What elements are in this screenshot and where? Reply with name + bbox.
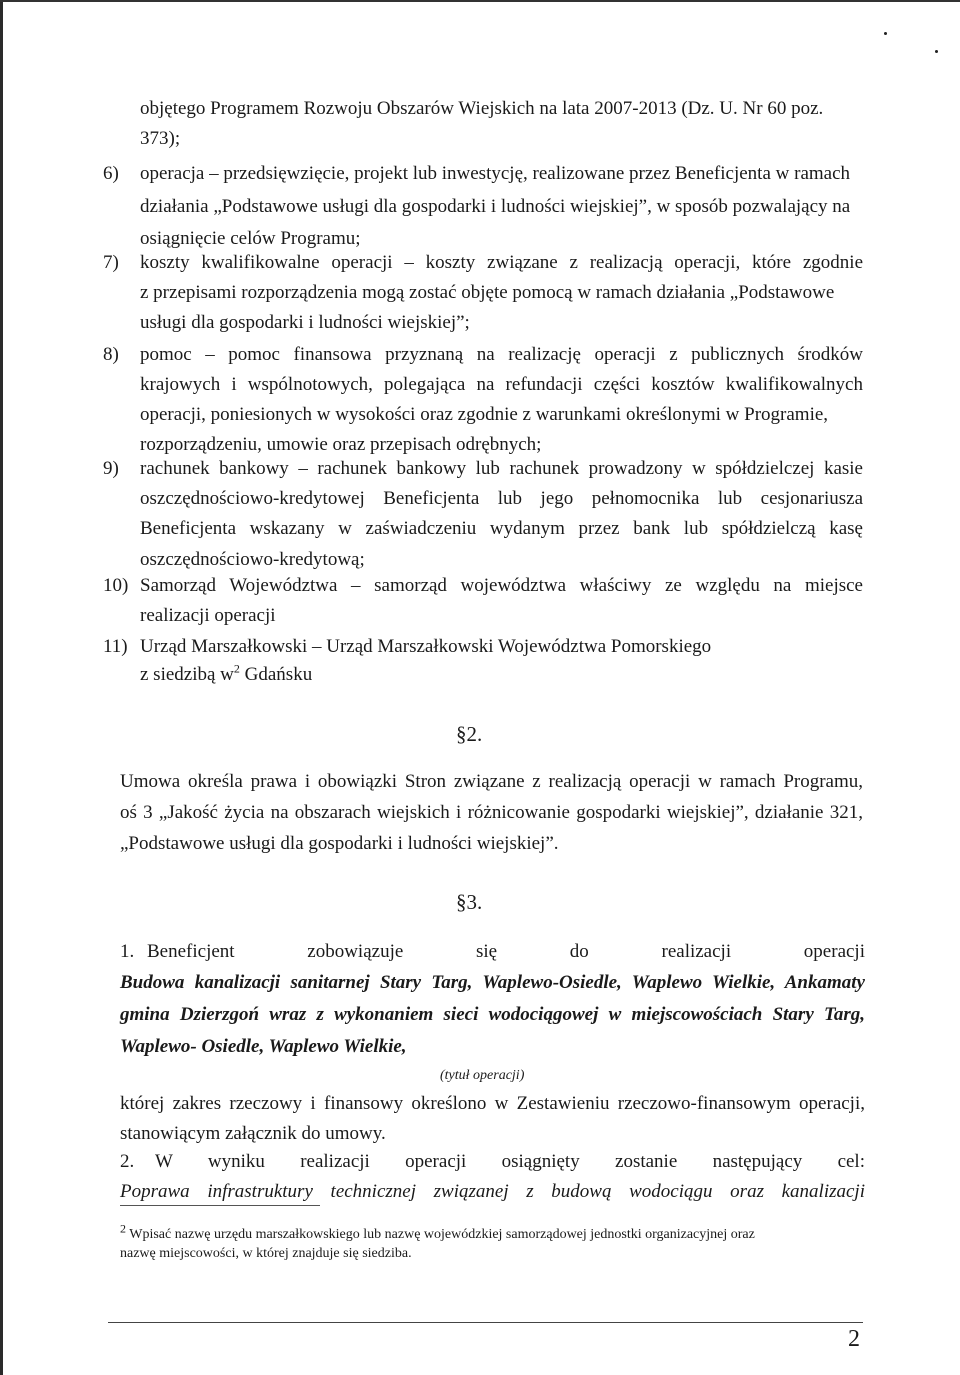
definition-line: pomoc – pomoc finansowa przyznaną na realizację operacji z publicznych środków (140, 344, 863, 365)
item-2-first-line: W wyniku realizacji operacji osiągnięty zostanie następujący cel: (155, 1151, 865, 1172)
definition-line (140, 663, 312, 687)
definition-line: usługi dla gospodarki i ludności wiejskiej”; (140, 312, 470, 333)
definition-line: działania „Podstawowe usługi dla gospodarki i ludności wiejskiej”, w sposób pozwalający na (140, 196, 851, 217)
definition-number: 11) (103, 636, 128, 657)
item-number: 1. (120, 941, 135, 962)
scan-speck (884, 32, 887, 35)
definition-line: rozporządzeniu, umowie oraz przepisach odrębnych; (140, 434, 542, 455)
operation-title-caption: (tytuł operacji) (440, 1068, 525, 1083)
footnote-marker: 2 (120, 1221, 126, 1236)
section-2-line: Umowa określa prawa i obowiązki Stron związane z realizacją operacji w ramach Programu, (120, 771, 863, 792)
definition-line: Urząd Marszałkowski – Urząd Marszałkowski Województwa Pomorskiego (140, 636, 712, 657)
item-1-first-line: Beneficjent zobowiązuje się do realizacji operacji (147, 941, 865, 962)
operation-goal-line: Poprawa infrastruktury technicznej związanej z budową wodociągu oraz kanalizacji (120, 1181, 865, 1202)
scan-edge-left (0, 0, 3, 1375)
definition-text: z siedzibą w (140, 664, 234, 685)
definition-line: oszczędnościowo-kredytowej Beneficjenta lub jego pełnomocnika lub cesjonariusza (140, 488, 863, 509)
definition-text: Gdańsku (239, 664, 313, 685)
footnote-line (120, 1221, 755, 1244)
definition-number: 8) (103, 344, 119, 365)
page-number: 2 (848, 1326, 860, 1352)
definition-line: Beneficjenta wskazany w zaświadczeniu wydanym przez bank lub spółdzielczą kasę (140, 518, 863, 539)
operation-title-line: Waplewo- Osiedle, Waplewo Wielkie, (120, 1036, 407, 1057)
definition-line: operacja – przedsięwzięcie, projekt lub inwestycję, realizowane przez Beneficjenta w ramach (140, 163, 851, 184)
definition-line: z przepisami rozporządzenia mogą zostać objęte pomocą w ramach działania „Podstawowe (140, 282, 835, 303)
definition-number: 7) (103, 252, 119, 273)
item-number: 2. (120, 1151, 135, 1172)
definition-number: 9) (103, 458, 119, 479)
scan-edge-top (0, 0, 960, 2)
footnote-separator (120, 1205, 320, 1206)
definition-line: krajowych i wspólnotowych, polegająca na refundacji części kosztów kwalifikowalnych (140, 374, 863, 395)
definition-line: koszty kwalifikowalne operacji – koszty związane z realizacją operacji, które zgodnie (140, 252, 863, 273)
item-1-line: której zakres rzeczowy i finansowy określono w Zestawieniu rzeczowo-finansowym operacji, (120, 1093, 865, 1114)
scan-speck (935, 50, 938, 53)
footnote-text: Wpisać nazwę urzędu marszałkowskiego lub nazwę wojewódzkiej samorządowej jednostki organizacyjnej oraz (126, 1227, 755, 1242)
section-2-heading: §2. (456, 722, 483, 746)
definition-line: osiągnięcie celów Programu; (140, 228, 361, 249)
intro-line: objętego Programem Rozwoju Obszarów Wiejskich na lata 2007-2013 (Dz. U. Nr 60 poz. (140, 98, 824, 119)
section-3-heading: §3. (456, 890, 483, 914)
definition-line: operacji, poniesionych w wysokości oraz zgodnie z warunkami określonymi w Programie, (140, 404, 829, 425)
operation-title-line: Budowa kanalizacji sanitarnej Stary Targ, Waplewo-Osiedle, Waplewo Wielkie, Ankamaty (120, 972, 865, 993)
definition-number: 6) (103, 163, 119, 184)
definition-line: Samorząd Województwa – samorząd województwa właściwy ze względu na miejsce (140, 575, 863, 596)
intro-line: 373); (140, 128, 181, 149)
footnote-reference: 2 (233, 661, 240, 676)
section-2-line: oś 3 „Jakość życia na obszarach wiejskich i różnicowanie gospodarki wiejskiej”, działanie 321, (120, 802, 863, 823)
item-1-line: stanowiącym załącznik do umowy. (120, 1123, 386, 1144)
footnote-line: nazwę miejscowości, w której znajduje się siedziba. (120, 1246, 412, 1261)
definition-line: oszczędnościowo-kredytową; (140, 549, 365, 570)
definition-number: 10) (103, 575, 129, 596)
operation-title-line: gmina Dzierzgoń wraz z wykonaniem sieci wodociągowej w miejscowościach Stary Targ, (120, 1004, 865, 1025)
section-2-line: „Podstawowe usługi dla gospodarki i ludności wiejskiej”. (120, 833, 559, 854)
definition-line: rachunek bankowy – rachunek bankowy lub rachunek prowadzony w spółdzielczej kasie (140, 458, 863, 479)
footer-rule (108, 1322, 863, 1323)
definition-line: realizacji operacji (140, 605, 276, 626)
